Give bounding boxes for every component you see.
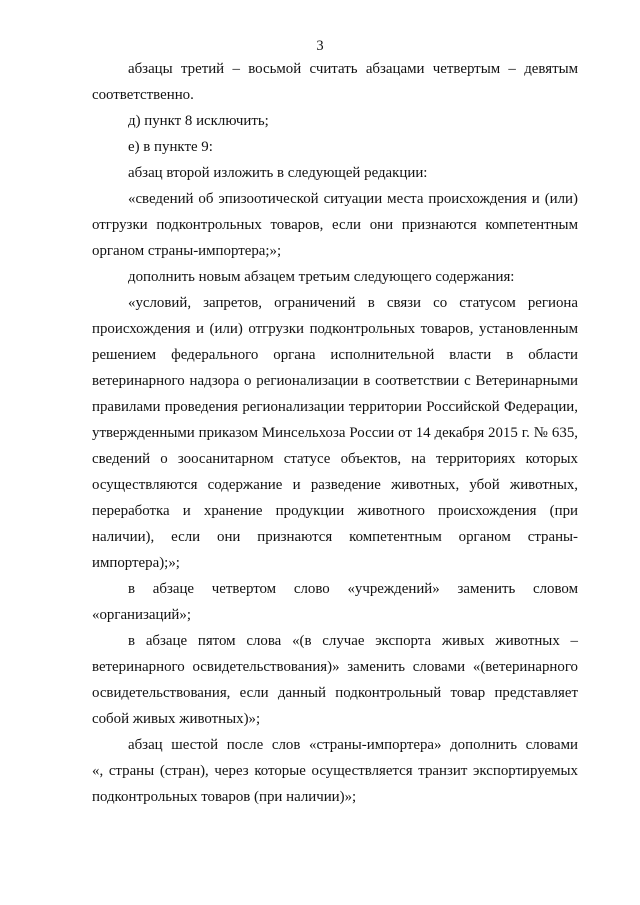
text-line: абзац второй изложить в следующей редакции: [128,165,428,181]
text-line: сведений о зоосанитарном статусе объектов, на территориях которых [92,451,578,467]
text-line: «, страны (стран), через которые осуществляется транзит экспортируемых [92,763,578,779]
text-line: е) в пункте 9: [128,139,213,155]
text-line: ветеринарного освидетельствования)» заменить словами «(ветеринарного [92,659,578,675]
text-line: органом страны-импортера;»; [92,243,282,259]
text-line: ветеринарного надзора о регионализации в соответствии с Ветеринарными [92,373,578,389]
text-line: наличии), если они признаются компетентным органом страны- [92,529,578,545]
document-body [92,56,578,810]
text-line: отгрузки подконтрольных товаров, если они признаются компетентным [92,217,578,233]
text-line: дополнить новым абзацем третьим следующего содержания: [128,269,515,285]
text-line: «условий, запретов, ограничений в связи со статусом региона [128,295,578,311]
text-line: «сведений об эпизоотической ситуации места происхождения и (или) [128,191,578,207]
text-line: собой живых животных)»; [92,711,261,727]
text-line: утвержденными приказом Минсельхоза России от 14 декабря 2015 г. № 635, [92,425,578,441]
text-line: абзацы третий – восьмой считать абзацами четвертым – девятым [128,61,578,77]
text-line: «организаций»; [92,607,191,623]
text-line: правилами проведения регионализации территории Российской Федерации, [92,399,578,415]
text-line: импортера);»; [92,555,180,571]
text-line: абзац шестой после слов «страны-импортера» дополнить словами [128,737,578,753]
text-line: подконтрольных товаров (при наличии)»; [92,789,357,805]
text-line: в абзаце четвертом слово «учреждений» заменить словом [128,581,578,597]
text-line: решением федерального органа исполнительной власти в области [92,347,578,363]
text-line: в абзаце пятом слова «(в случае экспорта живых животных – [128,633,578,649]
text-line: осуществляются содержание и разведение животных, убой животных, [92,477,578,493]
text-line: происхождения и (или) отгрузки подконтрольных товаров, установленным [92,321,578,337]
page-number: 3 [316,38,324,54]
text-line: освидетельствования, если данный подконтрольный товар представляет [92,685,578,701]
text-line: соответственно. [92,87,194,103]
text-line: д) пункт 8 исключить; [128,113,269,129]
text-line: переработка и хранение продукции животного происхождения (при [92,503,578,519]
